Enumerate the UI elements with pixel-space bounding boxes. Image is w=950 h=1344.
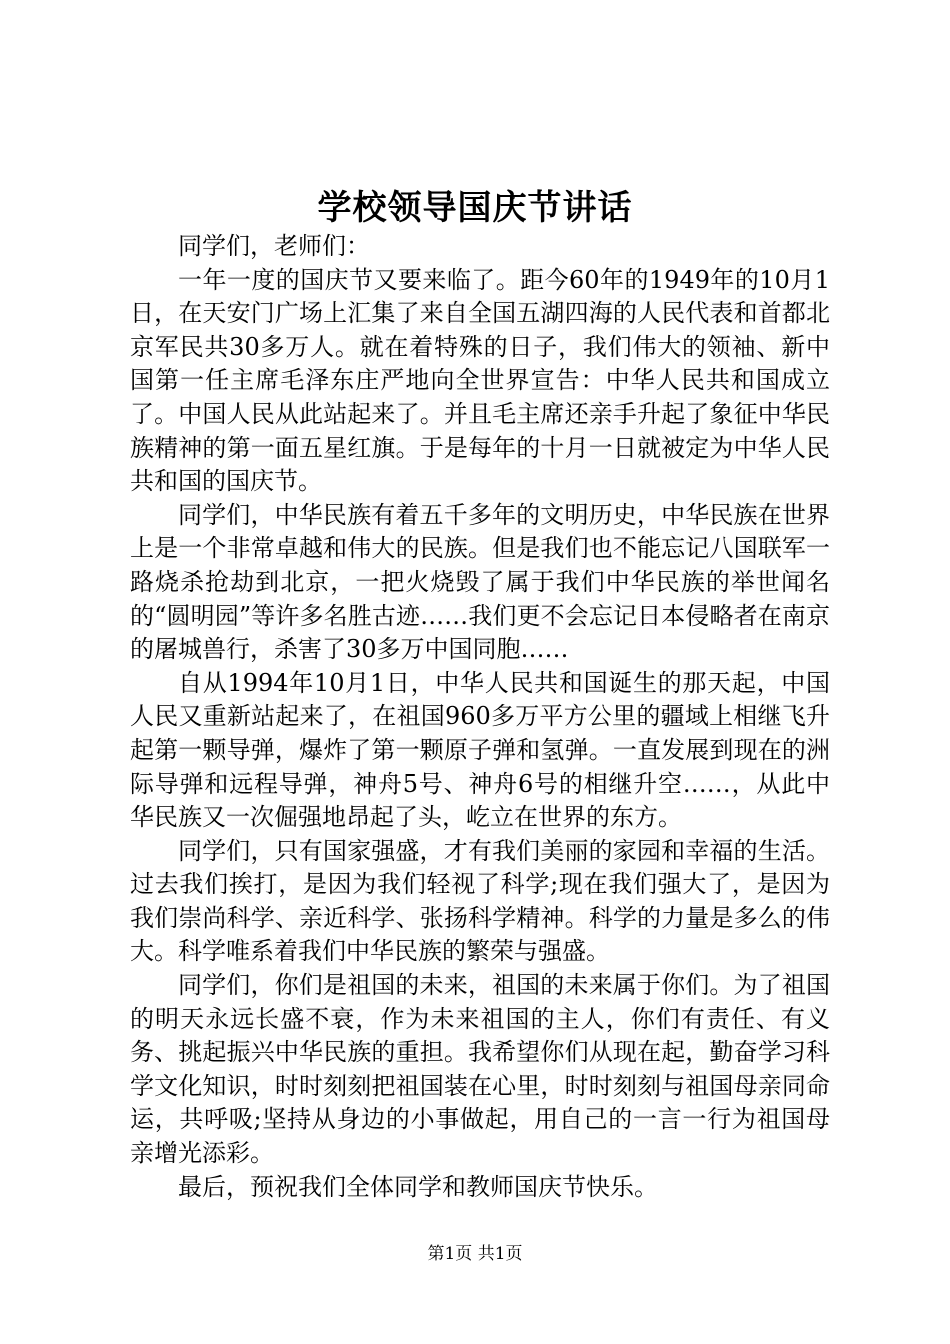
paragraph: 一年一度的国庆节又要来临了。距今60年的1949年的10月1日，在天安门广场上汇集了来自全国五湖四海的人民代表和首都北京军民共30多万人。就在着特殊的日子，我们伟大的领袖、新中国第一任主席毛泽东庄严地向全世界宣告：中华人民共和国成立了。中国人民从此站起来了。并且毛主席还亲手升起了象征中华民族精神的第一面五星红旗。于是每年的十月一日就被定为中华人民共和国的国庆节。	[130, 265, 830, 496]
paragraph: 自从1994年10月1日，中华人民共和国诞生的那天起，中国人民又重新站起来了，在祖国960多万平方公里的疆域上相继飞升起第一颗导弹，爆炸了第一颗原子弹和氢弹。一直发展到现在的洲际导弹和远程导弹，神舟5号、神舟6号的相继升空……，从此中华民族又一次倔强地昂起了头，屹立在世界的东方。	[130, 668, 830, 832]
paragraph: 同学们，中华民族有着五千多年的文明历史，中华民族在世界上是一个非常卓越和伟大的民族。但是我们也不能忘记八国联军一路烧杀抢劫到北京，一把火烧毁了属于我们中华民族的举世闻名的“圆明园”等许多名胜古迹……我们更不会忘记日本侵略者在南京的屠城兽行，杀害了30多万中国同胞……	[130, 500, 830, 664]
document-title: 学校领导国庆节讲话	[317, 188, 633, 228]
paragraph: 同学们，只有国家强盛，才有我们美丽的家园和幸福的生活。过去我们挨打，是因为我们轻视了科学;现在我们强大了，是因为我们崇尚科学、亲近科学、张扬科学精神。科学的力量是多么的伟大。科学唯系着我们中华民族的繁荣与强盛。	[130, 836, 830, 966]
paragraph: 同学们，你们是祖国的未来，祖国的未来属于你们。为了祖国的明天永远长盛不衰，作为未来祖国的主人，你们有责任、有义务、挑起振兴中华民族的重担。我希望你们从现在起，勤奋学习科学文化知识，时时刻刻把祖国装在心里，时时刻刻与祖国母亲同命运，共呼吸;坚持从身边的小事做起，用自己的一言一行为祖国母亲增光添彩。	[130, 971, 830, 1168]
page-number-footer: 第1页 共1页	[427, 1244, 523, 1264]
document-body	[130, 230, 830, 1204]
paragraph-salutation: 同学们，老师们：	[178, 232, 370, 260]
paragraph-closing: 最后，预祝我们全体同学和教师国庆节快乐。	[178, 1172, 658, 1201]
